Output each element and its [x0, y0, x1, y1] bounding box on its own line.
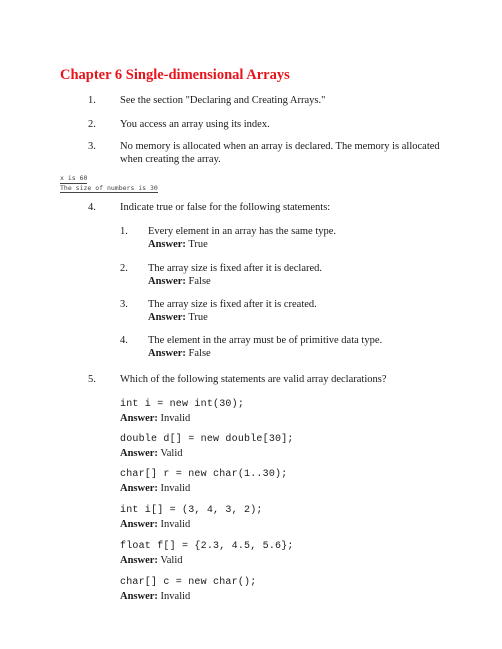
question-text: Indicate true or false for the following statements: — [120, 202, 331, 213]
declaration-1 — [120, 399, 450, 425]
code-line: char[] c = new char(); — [120, 577, 257, 588]
answer-value: Invalid — [157, 482, 191, 494]
statement-number: 4. — [120, 335, 128, 346]
question-text: Which of the following statements are valid array declarations? — [120, 374, 387, 385]
declaration-answer — [120, 518, 450, 531]
declaration-answer — [120, 482, 450, 495]
statement-text: The array size is fixed after it is declared. — [148, 263, 323, 274]
statement-number: 3. — [120, 299, 128, 310]
question-text: No memory is allocated when an array is declared. The memory is allocated when creating the array. — [120, 141, 440, 166]
answer-value: False — [185, 348, 211, 360]
code-line: double d[] = new double[30]; — [120, 434, 294, 445]
answer-label: Answer: — [120, 482, 158, 494]
code-line: float f[] = {2.3, 4.5, 5.6}; — [120, 541, 294, 552]
declaration-answer — [120, 447, 450, 460]
statement-text: The element in the array must be of primitive data type. — [148, 335, 383, 346]
question-3 — [88, 140, 458, 166]
answer-value: Invalid — [157, 518, 191, 530]
declaration-5 — [120, 541, 450, 567]
statement-number: 1. — [120, 226, 128, 237]
answer-label: Answer: — [120, 447, 158, 459]
declaration-answer — [120, 412, 450, 425]
answer-value: False — [185, 276, 211, 288]
question-text: See the section "Declaring and Creating Arrays." — [120, 95, 326, 106]
question-4 — [88, 201, 458, 214]
declaration-3 — [120, 469, 450, 495]
declaration-4 — [120, 505, 450, 531]
declaration-answer — [120, 590, 450, 603]
statement-4 — [120, 334, 450, 360]
statement-3 — [120, 298, 450, 324]
code-line: char[] r = new char(1..30); — [120, 469, 288, 480]
declaration-6 — [120, 577, 450, 603]
statement-answer — [148, 275, 450, 288]
answer-value: Invalid — [157, 590, 191, 602]
statement-text: Every element in an array has the same type. — [148, 226, 337, 237]
statement-answer — [148, 238, 450, 251]
output-line: x is 60 — [60, 174, 88, 182]
code-line: int i = new int(30); — [120, 399, 245, 410]
answer-label: Answer: — [120, 412, 158, 424]
statement-number: 2. — [120, 263, 128, 274]
question-1 — [88, 94, 458, 107]
answer-value: True — [185, 312, 208, 324]
code-line: int i[] = (3, 4, 3, 2); — [120, 505, 263, 516]
answer-label: Answer: — [148, 348, 186, 360]
declaration-answer — [120, 554, 450, 567]
answer-value: Invalid — [157, 412, 191, 424]
statement-answer — [148, 347, 450, 360]
answer-label: Answer: — [148, 239, 186, 251]
answer-label: Answer: — [120, 518, 158, 530]
statement-answer — [148, 311, 450, 324]
output-line: The size of numbers is 30 — [60, 183, 158, 192]
question-number: 4. — [88, 202, 96, 213]
answer-value: True — [185, 239, 208, 251]
question-5 — [88, 373, 458, 386]
answer-value: Valid — [157, 554, 183, 566]
question-2 — [88, 118, 458, 131]
question-number: 3. — [88, 141, 96, 152]
answer-label: Answer: — [148, 312, 186, 324]
question-text: You access an array using its index. — [120, 119, 270, 130]
answer-label: Answer: — [120, 590, 158, 602]
question-number: 1. — [88, 95, 96, 106]
declaration-2 — [120, 434, 450, 460]
statement-1 — [120, 225, 450, 251]
program-output — [60, 174, 158, 193]
answer-label: Answer: — [148, 276, 186, 288]
answer-label: Answer: — [120, 554, 158, 566]
question-number: 2. — [88, 119, 96, 130]
question-number: 5. — [88, 374, 96, 385]
statement-text: The array size is fixed after it is created. — [148, 299, 317, 310]
statement-2 — [120, 262, 450, 288]
answer-value: Valid — [157, 447, 183, 459]
chapter-title: Chapter 6 Single-dimensional Arrays — [60, 67, 290, 83]
